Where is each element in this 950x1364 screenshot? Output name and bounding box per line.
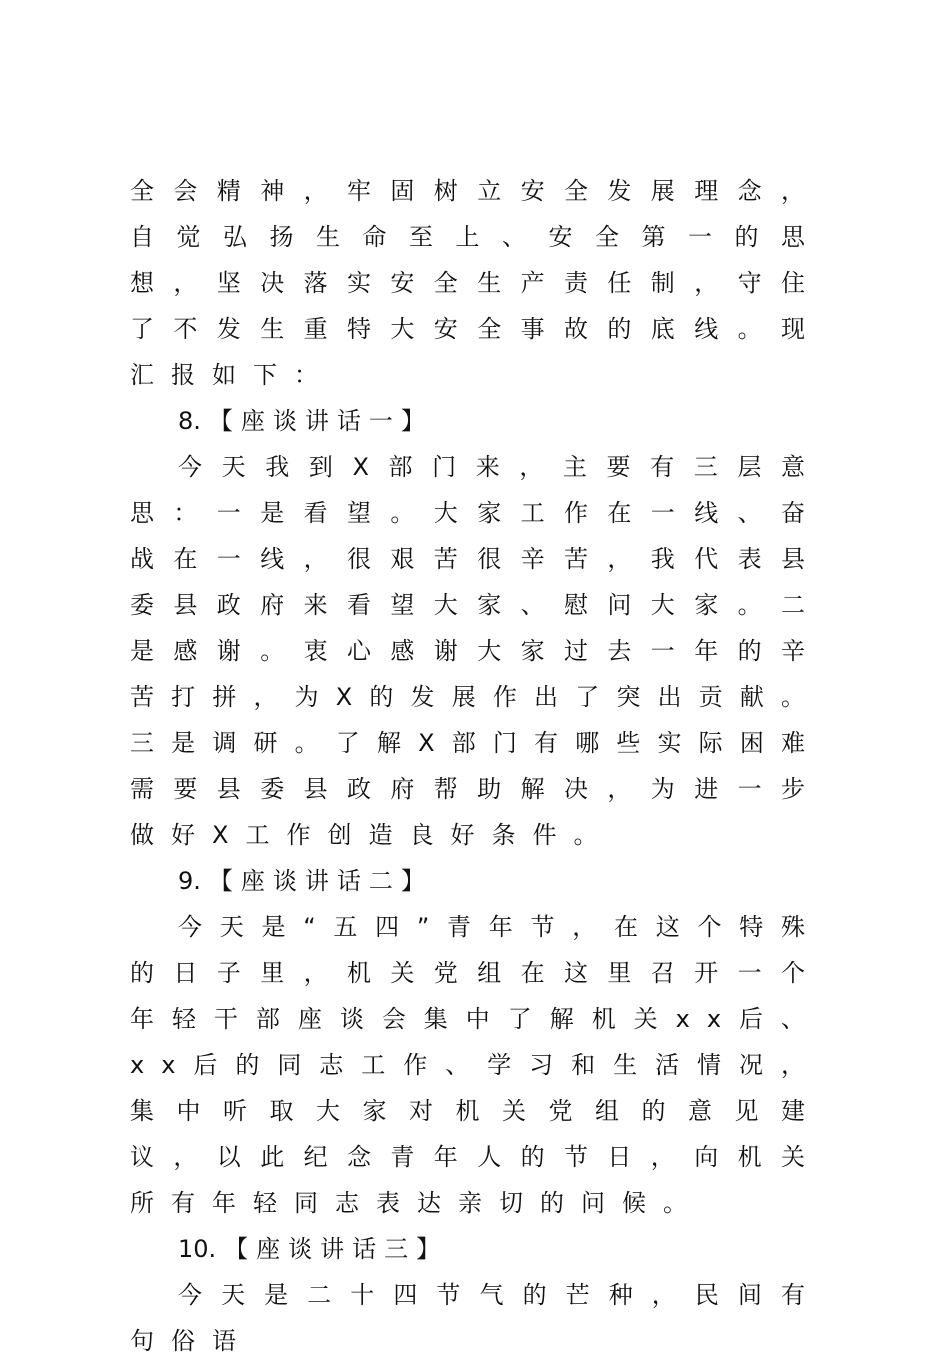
- section-heading-9: [130, 858, 822, 904]
- section-title: 【座谈讲话二】: [208, 867, 433, 895]
- paragraph-speech-one: 今天我到X部门来，主要有三层意思：一是看望。大家工作在一线、奋战在一线，很艰苦很辛苦，我代表县委县政府来看望大家、慰问大家。二是感谢。衷心感谢大家过去一年的辛苦打拼，为X的发展作出了突出贡献。三是调研。了解X部门有哪些实际困难需要县委县政府帮助解决，为进一步做好X工作创造良好条件。: [130, 453, 822, 849]
- section-number: 8.: [178, 407, 201, 435]
- paragraph-intro-continuation: 全会精神，牢固树立安全发展理念，自觉弘扬生命至上、安全第一的思想，坚决落实安全生产责任制，守住了不发生重特大安全事故的底线。现汇报如下：: [130, 177, 822, 389]
- section-number: 9.: [178, 867, 201, 895]
- paragraph-speech-three: 今天是二十四节气的芒种，民间有句俗语: [130, 1281, 822, 1355]
- section-number: 10.: [178, 1235, 217, 1263]
- section-heading-10: [130, 1226, 822, 1272]
- paragraph-speech-two: 今天是“五四”青年节，在这个特殊的日子里，机关党组在这里召开一个年轻干部座谈会集中了解机关xx后、xx后的同志工作、学习和生活情况，集中听取大家对机关党组的意见建议，以此纪念青年人的节日，向机关所有年轻同志表达亲切的问候。: [130, 913, 822, 1217]
- section-title: 【座谈讲话三】: [224, 1235, 449, 1263]
- section-title: 【座谈讲话一】: [208, 407, 433, 435]
- document-page: [130, 168, 822, 1364]
- section-heading-8: [130, 398, 822, 444]
